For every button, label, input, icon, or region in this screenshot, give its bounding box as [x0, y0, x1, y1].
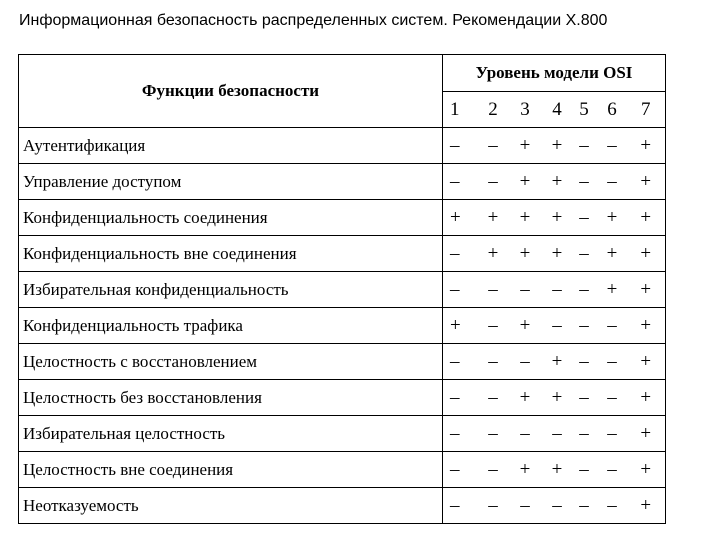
security-function-name: Избирательная конфиденциальность: [19, 272, 443, 308]
table-row: [19, 488, 666, 524]
level-1-mark: –: [443, 344, 480, 380]
level-6-mark: –: [598, 380, 627, 416]
level-5-mark: –: [571, 344, 598, 380]
security-function-name: Конфиденциальность соединения: [19, 200, 443, 236]
level-6-mark: –: [598, 128, 627, 164]
level-2-mark: –: [480, 488, 507, 524]
security-function-name: Целостность без восстановления: [19, 380, 443, 416]
level-4-mark: +: [544, 236, 571, 272]
level-1-mark: +: [443, 308, 480, 344]
level-1-mark: –: [443, 488, 480, 524]
level-5-mark: –: [571, 488, 598, 524]
level-4-mark: –: [544, 308, 571, 344]
level-5-mark: –: [571, 272, 598, 308]
level-7-mark: +: [627, 128, 666, 164]
level-6-mark: +: [598, 236, 627, 272]
security-function-name: Избирательная целостность: [19, 416, 443, 452]
level-2-mark: +: [480, 236, 507, 272]
level-2-mark: –: [480, 416, 507, 452]
table-row: [19, 344, 666, 380]
level-7-mark: +: [627, 236, 666, 272]
table-row: [19, 272, 666, 308]
level-3-mark: +: [507, 380, 544, 416]
osi-level-3: 3: [507, 92, 544, 128]
level-5-mark: –: [571, 236, 598, 272]
level-1-mark: –: [443, 236, 480, 272]
level-1-mark: –: [443, 164, 480, 200]
level-1-mark: –: [443, 452, 480, 488]
table-body: [19, 128, 666, 524]
table-row: [19, 308, 666, 344]
functions-header: Функции безопасности: [19, 55, 443, 128]
level-3-mark: –: [507, 416, 544, 452]
level-7-mark: +: [627, 344, 666, 380]
table-row: [19, 380, 666, 416]
level-3-mark: +: [507, 200, 544, 236]
level-5-mark: –: [571, 452, 598, 488]
level-5-mark: –: [571, 380, 598, 416]
level-7-mark: +: [627, 272, 666, 308]
level-2-mark: –: [480, 272, 507, 308]
level-4-mark: –: [544, 272, 571, 308]
level-6-mark: –: [598, 416, 627, 452]
table-row: [19, 128, 666, 164]
level-6-mark: +: [598, 200, 627, 236]
level-1-mark: –: [443, 380, 480, 416]
level-1-mark: –: [443, 272, 480, 308]
osi-level-7: 7: [627, 92, 666, 128]
table-row: [19, 200, 666, 236]
level-2-mark: –: [480, 128, 507, 164]
level-6-mark: –: [598, 452, 627, 488]
level-6-mark: –: [598, 164, 627, 200]
level-3-mark: –: [507, 488, 544, 524]
osi-level-6: 6: [598, 92, 627, 128]
level-7-mark: +: [627, 452, 666, 488]
level-3-mark: +: [507, 452, 544, 488]
level-7-mark: +: [627, 308, 666, 344]
level-6-mark: –: [598, 344, 627, 380]
osi-level-1: 1: [443, 92, 480, 128]
level-4-mark: –: [544, 416, 571, 452]
osi-level-5: 5: [571, 92, 598, 128]
security-function-name: Конфиденциальность трафика: [19, 308, 443, 344]
level-3-mark: –: [507, 344, 544, 380]
level-7-mark: +: [627, 380, 666, 416]
level-3-mark: –: [507, 272, 544, 308]
level-3-mark: +: [507, 236, 544, 272]
level-5-mark: –: [571, 308, 598, 344]
level-2-mark: +: [480, 200, 507, 236]
level-5-mark: –: [571, 200, 598, 236]
level-7-mark: +: [627, 200, 666, 236]
osi-levels-header: Уровень модели OSI: [443, 55, 666, 92]
level-2-mark: –: [480, 164, 507, 200]
level-7-mark: +: [627, 416, 666, 452]
level-6-mark: +: [598, 272, 627, 308]
level-3-mark: +: [507, 164, 544, 200]
level-2-mark: –: [480, 380, 507, 416]
level-1-mark: +: [443, 200, 480, 236]
level-4-mark: +: [544, 164, 571, 200]
security-function-name: Неотказуемость: [19, 488, 443, 524]
table-row: [19, 164, 666, 200]
level-2-mark: –: [480, 344, 507, 380]
level-1-mark: –: [443, 416, 480, 452]
osi-level-2: 2: [480, 92, 507, 128]
level-6-mark: –: [598, 308, 627, 344]
security-functions-table: [18, 54, 666, 524]
table-row: [19, 236, 666, 272]
level-7-mark: +: [627, 164, 666, 200]
security-function-name: Целостность вне соединения: [19, 452, 443, 488]
security-function-name: Управление доступом: [19, 164, 443, 200]
level-4-mark: +: [544, 380, 571, 416]
security-function-name: Целостность с восстановлением: [19, 344, 443, 380]
level-6-mark: –: [598, 488, 627, 524]
level-7-mark: +: [627, 488, 666, 524]
security-function-name: Аутентификация: [19, 128, 443, 164]
level-3-mark: +: [507, 308, 544, 344]
level-4-mark: +: [544, 128, 571, 164]
level-2-mark: –: [480, 452, 507, 488]
table-row: [19, 452, 666, 488]
osi-level-4: 4: [544, 92, 571, 128]
level-2-mark: –: [480, 308, 507, 344]
level-3-mark: +: [507, 128, 544, 164]
level-4-mark: +: [544, 344, 571, 380]
level-4-mark: +: [544, 452, 571, 488]
level-5-mark: –: [571, 128, 598, 164]
security-function-name: Конфиденциальность вне соединения: [19, 236, 443, 272]
level-4-mark: +: [544, 200, 571, 236]
header-row: [19, 55, 666, 92]
table-row: [19, 416, 666, 452]
level-5-mark: –: [571, 416, 598, 452]
level-4-mark: –: [544, 488, 571, 524]
level-1-mark: –: [443, 128, 480, 164]
page-title: Информационная безопасность распределенных систем. Рекомендации X.800: [19, 12, 608, 29]
level-5-mark: –: [571, 164, 598, 200]
